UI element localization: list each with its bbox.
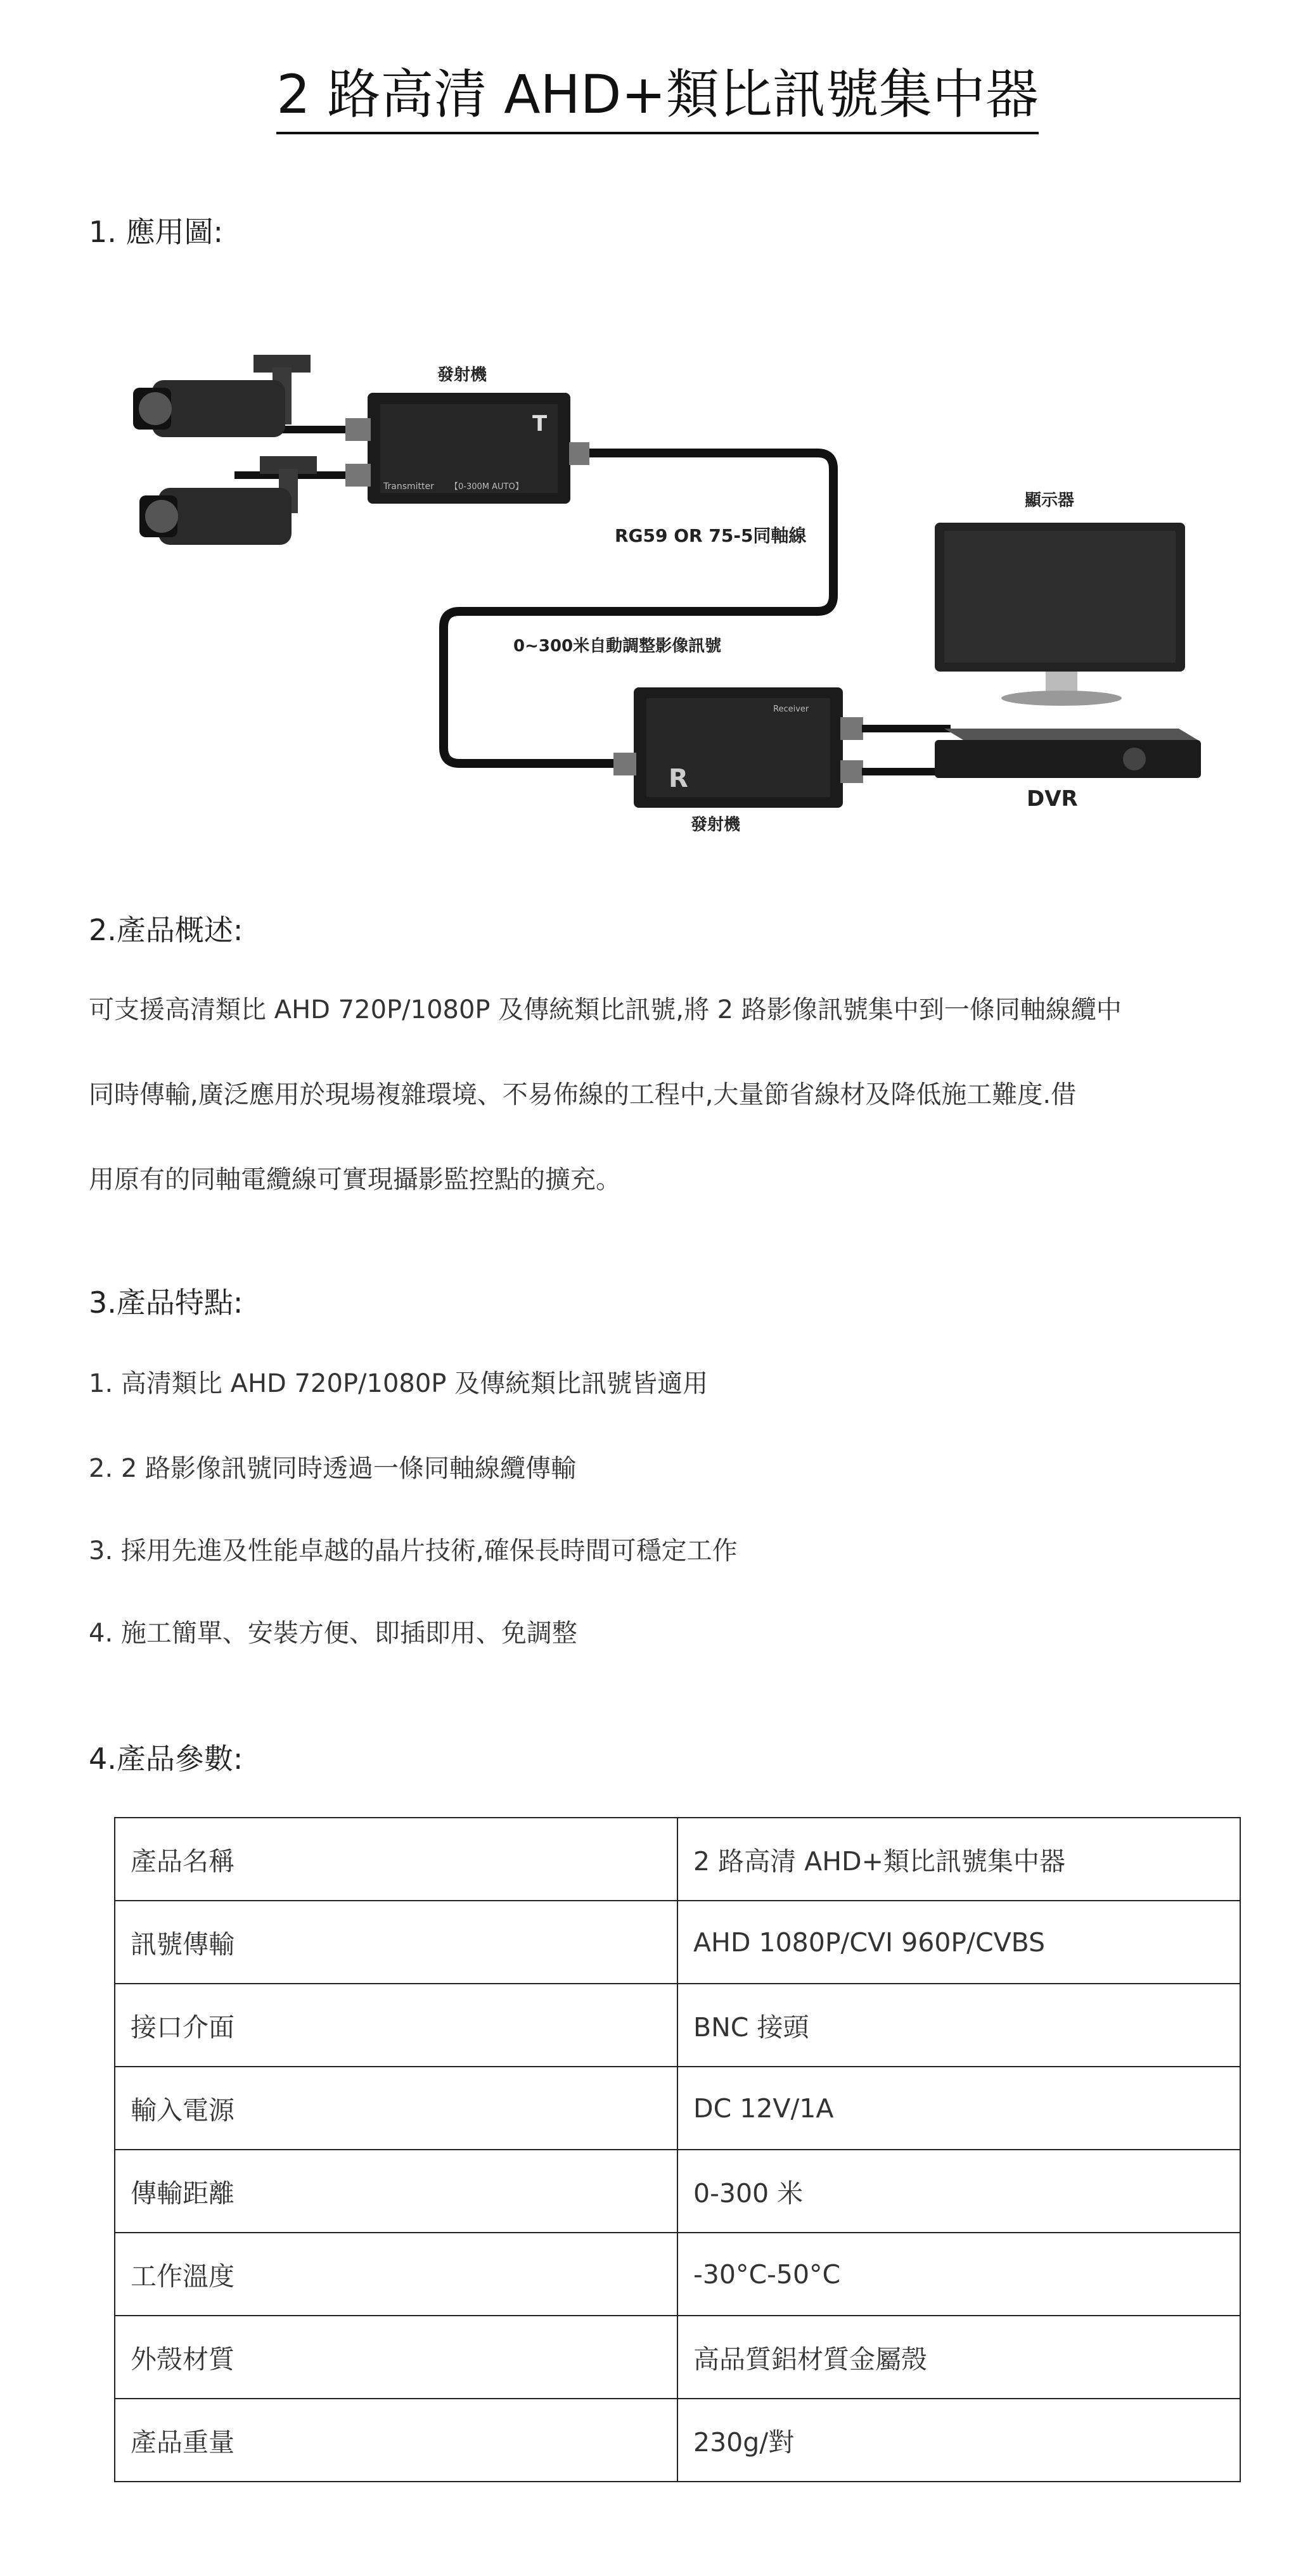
camera-icon [139, 456, 317, 545]
param-key: 訊號傳輸 [115, 1901, 677, 1984]
param-value: 0-300 米 [677, 2150, 1240, 2233]
params-table [114, 1817, 1241, 2482]
monitor-icon [935, 523, 1185, 706]
param-key: 產品名稱 [115, 1818, 677, 1901]
param-value: 高品質鋁材質金屬殼 [677, 2316, 1240, 2399]
distance-label: 0~300米自動調整影像訊號 [513, 637, 722, 656]
param-key: 傳輸距離 [115, 2150, 677, 2233]
section-heading-overview: 2.產品概述: [89, 913, 243, 947]
receiver-box [613, 687, 863, 808]
feature-item: 4. 施工簡單、安裝方便、即插即用、免調整 [89, 1619, 577, 1648]
transmitter-label: 發射機 [437, 366, 487, 385]
application-diagram [95, 342, 1204, 843]
table-row [115, 2150, 1240, 2233]
overview-line-3: 用原有的同軸電纜線可實現攝影監控點的擴充。 [89, 1165, 621, 1194]
feature-item: 2. 2 路影像訊號同時透過一條同軸線纜傳輸 [89, 1454, 577, 1483]
param-key: 接口介面 [115, 1984, 677, 2067]
param-value: AHD 1080P/CVI 960P/CVBS [677, 1901, 1240, 1984]
monitor-label: 顯示器 [1025, 491, 1075, 510]
param-value: 230g/對 [677, 2399, 1240, 2482]
table-row [115, 2233, 1240, 2316]
param-key: 輸入電源 [115, 2067, 677, 2150]
param-value: DC 12V/1A [677, 2067, 1240, 2150]
param-value: -30°C-50°C [677, 2233, 1240, 2316]
table-row [115, 1818, 1240, 1901]
section-heading-params: 4.產品參數: [89, 1742, 243, 1776]
table-row [115, 1984, 1240, 2067]
transmitter-brand: T [532, 411, 548, 437]
section-heading-features: 3.產品特點: [89, 1285, 243, 1320]
table-row [115, 2399, 1240, 2482]
dvr-icon [935, 729, 1201, 778]
transmitter-badge: 【0-300M AUTO】 [450, 482, 523, 492]
param-value: 2 路高清 AHD+類比訊號集中器 [677, 1818, 1240, 1901]
receiver-label: 發射機 [691, 815, 741, 834]
table-row [115, 2316, 1240, 2399]
table-row [115, 1901, 1240, 1984]
param-value: BNC 接頭 [677, 1984, 1240, 2067]
transmitter-model: Transmitter [383, 481, 434, 492]
camera-icon [133, 355, 311, 437]
table-row [115, 2067, 1240, 2150]
dvr-label: DVR [1027, 786, 1078, 812]
receiver-brand: R [669, 764, 688, 793]
param-key: 產品重量 [115, 2399, 677, 2482]
param-key: 工作溫度 [115, 2233, 677, 2316]
overview-line-2: 同時傳輸,廣泛應用於現場複雜環境、不易佈線的工程中,大量節省線材及降低施工難度.借 [89, 1080, 1077, 1109]
page-title: 2 路高清 AHD+類比訊號集中器 [0, 52, 1315, 129]
cable-label: RG59 OR 75-5同軸線 [615, 525, 807, 546]
feature-item: 1. 高清類比 AHD 720P/1080P 及傳統類比訊號皆適用 [89, 1369, 709, 1398]
overview-line-1: 可支援高清類比 AHD 720P/1080P 及傳統類比訊號,將 2 路影像訊號集中到一條同軸線纜中 [89, 995, 1122, 1024]
section-heading-application: 1. 應用圖: [89, 215, 224, 249]
transmitter-box [345, 393, 589, 504]
receiver-model: Receiver [773, 705, 809, 714]
param-key: 外殼材質 [115, 2316, 677, 2399]
feature-item: 3. 採用先進及性能卓越的晶片技術,確保長時間可穩定工作 [89, 1536, 738, 1565]
